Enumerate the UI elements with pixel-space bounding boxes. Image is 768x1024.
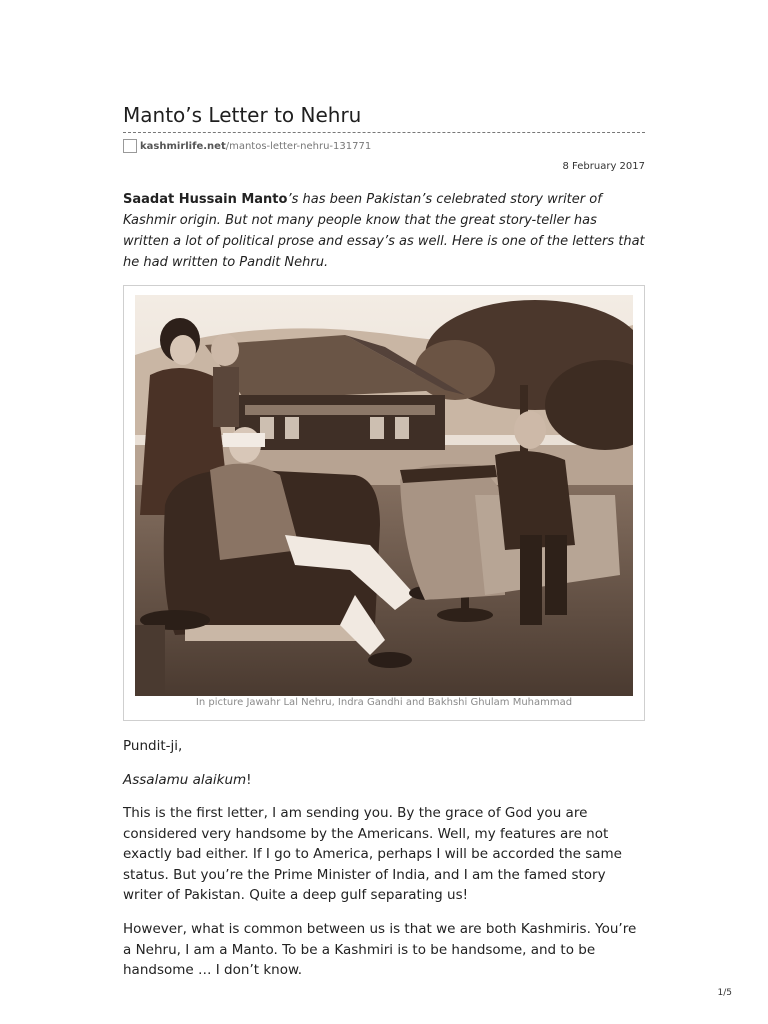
intro-text: ’s has been Pakistan’s celebrated story writer of Kashmir origin. But not many people know that the great story-teller has written a lot of political prose and essay’s as well. Here is one of the letters that he had written to Pandit Nehru. [123, 192, 645, 270]
source-link[interactable] [123, 138, 371, 154]
historical-photo [135, 295, 633, 696]
letter-salutation: Pundit-ji, [123, 738, 183, 754]
publish-date: 8 February 2017 [562, 161, 645, 172]
page-number: 1/5 [717, 988, 732, 998]
author-name: Saadat Hussain Manto [123, 192, 288, 207]
letter-paragraph-1: This is the first letter, I am sending you. By the grace of God you are considered very handsome by the Americans. Well, my features are not exactly bad either. If I go to America, perhaps I will be accorded the same status. But you’re the Prime Minister of India, and I am the famed story writer of Pakistan. Quite a deep gulf separating us! [123, 805, 622, 903]
greeting-end: ! [246, 772, 252, 788]
photo-caption: In picture Jawahr Lal Nehru, Indra Gandhi and Bakhshi Ghulam Muhammad [195, 697, 573, 708]
favicon-icon [123, 139, 137, 153]
source-path[interactable]: /mantos-letter-nehru-131771 [225, 140, 372, 152]
greeting-italic: Assalamu alaikum [123, 772, 247, 788]
letter-greeting [123, 770, 645, 791]
source-domain[interactable]: kashmirlife.net [140, 140, 226, 152]
title-divider [123, 132, 645, 133]
letter-paragraph-2: However, what is common between us is that we are both Kashmiris. You’re a Nehru, I am a Manto. To be a Kashmiri is to be handsome, and to be handsome … I don’t know. [123, 921, 637, 978]
photo-figure [123, 285, 645, 721]
article-title: Manto’s Letter to Nehru [123, 103, 362, 127]
photo-illustration [135, 295, 633, 696]
intro-paragraph [123, 189, 645, 273]
